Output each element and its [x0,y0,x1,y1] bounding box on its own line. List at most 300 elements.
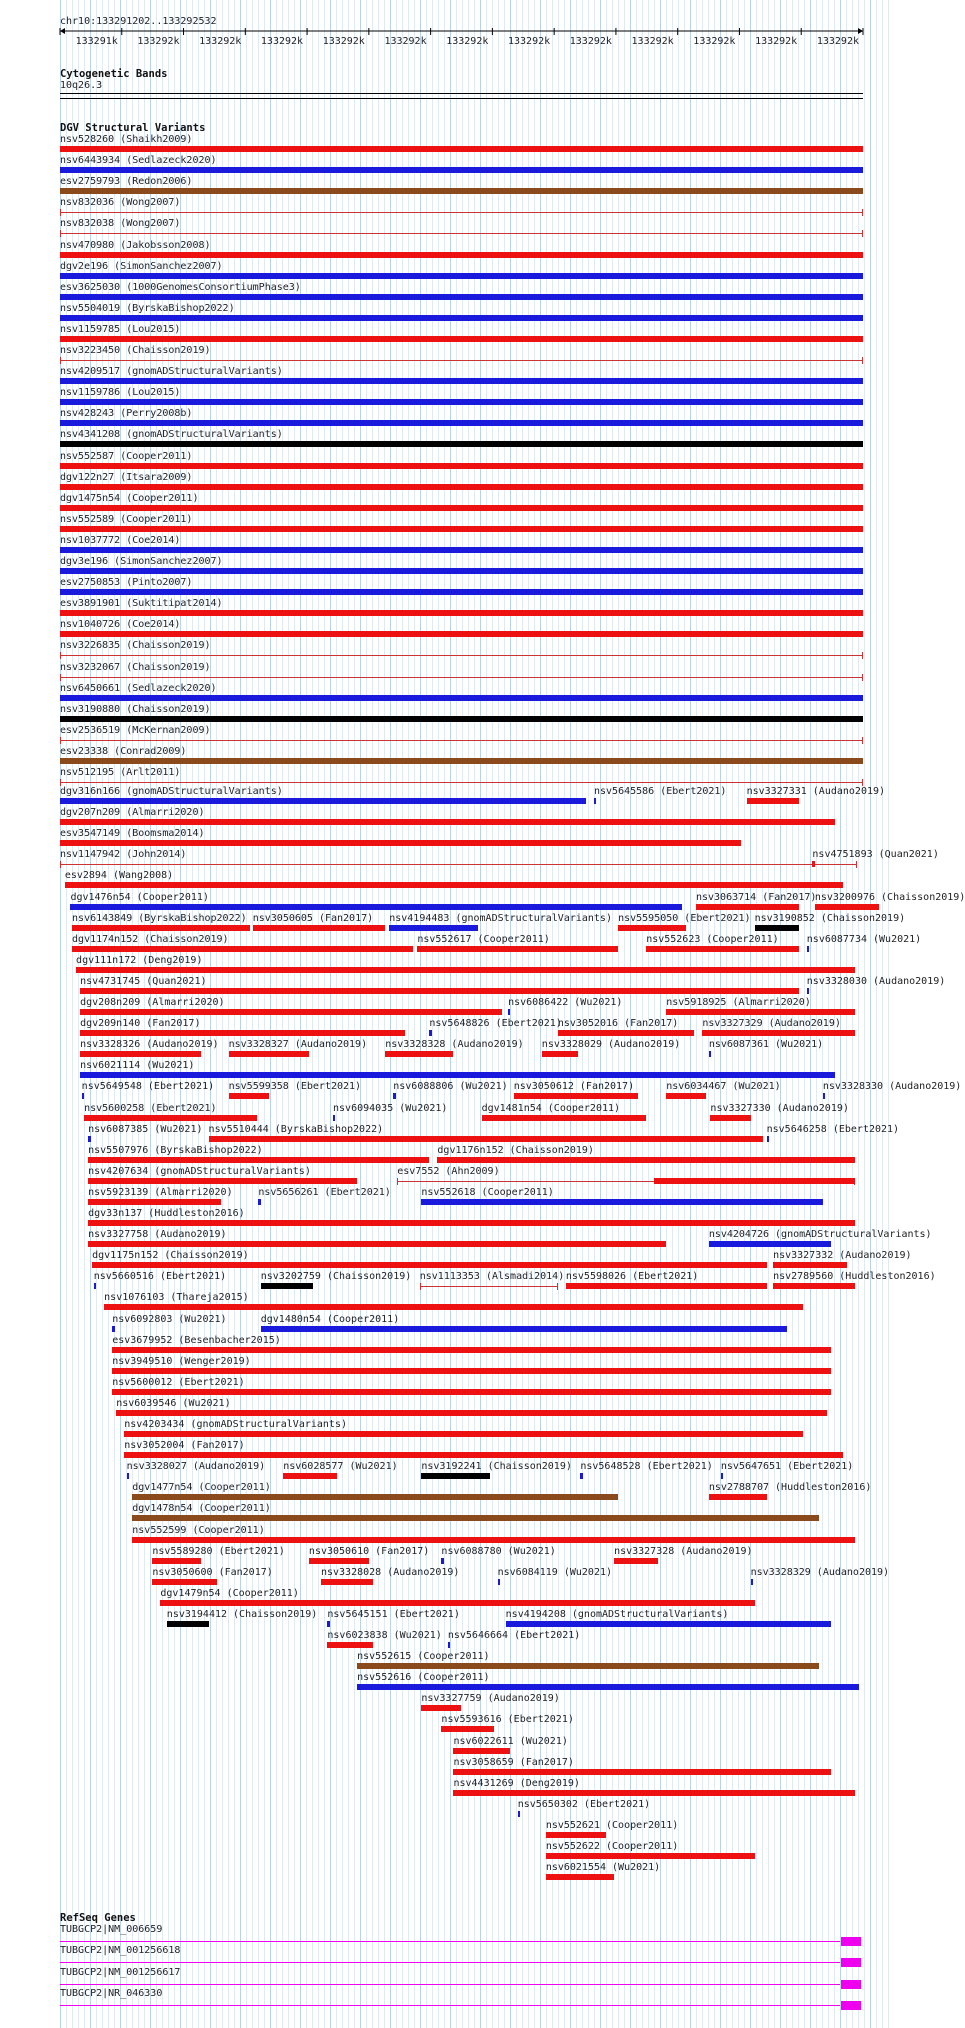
variant-bar[interactable] [453,1769,830,1775]
variant-label[interactable]: dgv1478n54 (Cooper2011) [132,1503,271,1515]
variant-bar[interactable] [709,1494,767,1500]
variant-label[interactable]: nsv5504019 (ByrskaBishop2022) [60,302,235,314]
variant-bar[interactable] [112,1389,831,1395]
variant-label[interactable]: nsv6022611 (Wu2021) [453,1735,568,1747]
variant-label[interactable]: nsv3328029 (Audano2019) [541,1039,681,1051]
variant-label[interactable]: nsv5648826 (Ebert2021) [429,1018,562,1030]
variant-bar[interactable] [80,1072,835,1078]
variant-label[interactable]: nsv5648528 (Ebert2021) [580,1461,713,1473]
variant-bar[interactable] [88,1157,429,1163]
variant-end-tick [60,357,61,364]
variant-bar[interactable] [618,925,686,931]
variant-bar[interactable] [80,1030,405,1036]
variant-label[interactable]: dgv2e196 (SimonSanchez2007) [60,260,223,272]
variant-bar[interactable] [124,1452,843,1458]
variant-label[interactable]: nsv3190880 (Chaisson2019) [60,703,211,715]
variant-label[interactable]: nsv3327329 (Audano2019) [702,1018,841,1030]
variant-label[interactable]: nsv5507976 (ByrskaBishop2022) [88,1144,263,1156]
variant-bar[interactable] [60,188,863,194]
variant-bar[interactable] [60,631,863,637]
variant-bar[interactable] [60,233,863,234]
variant-bar[interactable] [76,967,855,973]
variant-bar[interactable] [546,1853,755,1859]
variant-label[interactable]: dgv207n209 (Almarri2020) [60,807,205,819]
variant-label[interactable]: nsv6039546 (Wu2021) [116,1397,231,1409]
variant-label[interactable]: nsv552623 (Cooper2011) [646,933,779,945]
variant-bar[interactable] [393,1093,395,1099]
variant-end-tick [420,1283,421,1290]
variant-bar[interactable] [60,798,586,804]
gene-exon[interactable] [841,2001,861,2010]
variant-bar[interactable] [92,1262,767,1268]
variant-label[interactable]: esv2894 (Wang2008) [64,870,174,882]
variant-bar[interactable] [60,864,857,865]
variant-label[interactable]: nsv3949510 (Wenger2019) [112,1355,251,1367]
variant-label[interactable]: dgv1176n152 (Chaisson2019) [437,1144,594,1156]
gene-intron-line[interactable] [60,2005,840,2006]
variant-label[interactable]: nsv3052016 (Fan2017) [557,1018,679,1030]
variant-bar[interactable] [696,904,799,910]
variant-bar[interactable] [283,1473,337,1479]
variant-label[interactable]: nsv5646258 (Ebert2021) [766,1123,900,1135]
variant-bar[interactable] [508,1009,510,1015]
variant-bar[interactable] [812,861,814,867]
variant-label[interactable]: nsv3328028 (Audano2019) [320,1566,460,1578]
gene-label[interactable]: TUBGCP2|NM_001256617 [60,1966,181,1978]
variant-label[interactable]: nsv6443934 (Sedlazeck2020) [60,155,217,167]
variant-bar[interactable] [94,1283,96,1289]
variant-bar[interactable] [112,1368,831,1374]
variant-label[interactable]: dgv1480n54 (Cooper2011) [260,1313,400,1325]
variant-label[interactable]: nsv5660516 (Ebert2021) [93,1271,227,1283]
variant-bar[interactable] [773,1283,855,1289]
variant-bar[interactable] [124,1431,803,1437]
variant-label[interactable]: nsv5646664 (Ebert2021) [447,1630,581,1641]
variant-label[interactable]: dgv209n140 (Fan2017) [80,1018,201,1030]
ruler-arrow-left [60,28,65,34]
variant-label[interactable]: nsv3058659 (Fan2017) [453,1756,574,1768]
variant-bar[interactable] [60,399,863,405]
variant-bar[interactable] [80,1009,502,1015]
variant-bar[interactable] [773,1262,847,1268]
variant-bar[interactable] [152,1558,200,1564]
variant-bar[interactable] [80,1051,200,1057]
variant-label[interactable]: nsv3063714 (Fan2017) [695,891,817,903]
variant-bar[interactable] [614,1558,658,1564]
variant-label[interactable]: nsv3327330 (Audano2019) [710,1102,849,1114]
variant-label[interactable]: dgv1476n54 (Cooper2011) [70,891,209,903]
variant-bar[interactable] [482,1115,647,1121]
variant-label[interactable]: nsv5650302 (Ebert2021) [517,1798,651,1810]
variant-label[interactable]: nsv428243 (Perry2008b) [60,408,193,420]
variant-label[interactable]: dgv3e196 (SimonSanchez2007) [60,556,223,567]
variant-bar[interactable] [710,1115,750,1121]
variant-bar[interactable] [666,1009,855,1015]
variant-label[interactable]: nsv3052004 (Fan2017) [124,1440,245,1452]
variant-label[interactable]: dgv33n137 (Huddleston2016) [88,1208,245,1219]
variant-label[interactable]: nsv1040726 (Coe2014) [60,619,181,631]
variant-bar[interactable] [441,1726,493,1732]
variant-label[interactable]: nsv4203434 (gnomADStructuralVariants) [124,1419,347,1430]
variant-bar[interactable] [127,1473,129,1479]
variant-bar[interactable] [807,946,809,952]
variant-label[interactable]: nsv3050600 (Fan2017) [152,1566,273,1578]
variant-bar[interactable] [209,1136,763,1142]
variant-bar[interactable] [60,547,863,553]
variant-bar[interactable] [654,1178,855,1184]
variant-bar[interactable] [80,988,799,994]
variant-bar[interactable] [429,1030,431,1036]
variant-label[interactable]: nsv5647651 (Ebert2021) [720,1461,854,1473]
variant-bar[interactable] [261,1326,787,1332]
gene-exon[interactable] [841,1937,861,1946]
ruler-tick-label: 133291k [75,36,118,47]
variant-bar[interactable] [542,1051,578,1057]
variant-bar[interactable] [112,1347,831,1353]
variant-label[interactable]: esv3625030 (1000GenomesConsortiumPhase3) [60,281,301,293]
variant-label[interactable]: nsv2788707 (Huddleston2016) [708,1482,872,1494]
variant-bar[interactable] [333,1115,335,1121]
variant-label[interactable]: dgv1477n54 (Cooper2011) [132,1482,271,1494]
variant-label[interactable]: esv3679952 (Besenbacher2015) [112,1334,281,1346]
variant-label[interactable]: nsv4751893 (Quan2021) [812,849,939,861]
variant-label[interactable]: nsv3327331 (Audano2019) [746,786,886,797]
variant-label[interactable]: esv23338 (Conrad2009) [60,745,187,757]
variant-bar[interactable] [261,1283,313,1289]
variant-label[interactable]: nsv6450661 (Sedlazeck2020) [60,682,217,694]
variant-label[interactable]: nsv512195 (Arlt2011) [60,767,181,778]
variant-label[interactable]: nsv3232067 (Chaisson2019) [60,661,211,673]
variant-label[interactable]: esv2759793 (Redon2006) [60,176,193,188]
variant-label[interactable]: nsv6143849 (ByrskaBishop2022) [72,912,247,924]
variant-bar[interactable] [60,819,835,825]
gene-intron-line[interactable] [60,1984,840,1985]
variant-label[interactable]: dgv111n172 (Deng2019) [76,954,203,966]
variant-bar[interactable] [116,1410,827,1416]
variant-label[interactable]: nsv6028577 (Wu2021) [283,1461,398,1473]
variant-bar[interactable] [60,212,863,213]
ruler-tick-label: 133292k [569,36,612,47]
variant-bar[interactable] [448,1642,450,1648]
variant-label[interactable]: nsv5918925 (Almarri2020) [666,997,811,1008]
variant-bar[interactable] [357,1684,859,1690]
variant-bar[interactable] [167,1621,209,1627]
variant-label[interactable]: nsv3202759 (Chaisson2019) [260,1271,412,1283]
gene-label[interactable]: TUBGCP2|NM_001256618 [60,1945,181,1957]
variant-label[interactable]: nsv4209517 (gnomADStructuralVariants) [60,366,283,378]
variant-bar[interactable] [253,925,385,931]
variant-label[interactable]: nsv552621 (Cooper2011) [545,1819,679,1831]
variant-bar[interactable] [60,740,863,741]
variant-bar[interactable] [453,1790,855,1796]
variant-bar[interactable] [566,1283,767,1289]
variant-end-tick [862,674,863,681]
variant-bar[interactable] [417,946,618,952]
variant-bar[interactable] [558,1030,695,1036]
variant-label[interactable]: nsv3200976 (Chaisson2019) [814,891,965,903]
variant-label[interactable]: nsv1037772 (Coe2014) [60,534,181,546]
variant-label[interactable]: esv7552 (Ahn2009) [397,1165,500,1177]
variant-bar[interactable] [160,1600,754,1606]
variant-label[interactable]: nsv832038 (Wong2007) [60,218,181,230]
variant-bar[interactable] [60,505,863,511]
variant-label[interactable]: nsv3328326 (Audano2019) [80,1039,219,1051]
variant-bar[interactable] [420,1286,558,1287]
variant-bar[interactable] [132,1537,855,1543]
variant-label[interactable]: nsv4431269 (Deng2019) [453,1777,580,1789]
variant-label[interactable]: nsv552599 (Cooper2011) [132,1524,265,1536]
variant-label[interactable]: nsv3050612 (Fan2017) [513,1081,635,1093]
variant-bar[interactable] [60,463,863,469]
variant-bar[interactable] [60,378,863,384]
variant-bar[interactable] [88,1136,90,1142]
variant-label[interactable]: nsv3192241 (Chaisson2019) [421,1461,572,1473]
variant-bar[interactable] [815,904,879,910]
variant-label[interactable]: nsv3327332 (Audano2019) [773,1250,912,1262]
variant-label[interactable]: esv3547149 (Boomsma2014) [60,828,205,840]
variant-label[interactable]: nsv4731745 (Quan2021) [80,975,207,987]
variant-bar[interactable] [72,946,413,952]
variant-bar[interactable] [60,273,863,279]
variant-label[interactable]: nsv5510444 (ByrskaBishop2022) [208,1123,384,1135]
variant-label[interactable]: nsv5645586 (Ebert2021) [593,786,727,797]
variant-bar[interactable] [60,655,863,656]
variant-label[interactable]: nsv3194412 (Chaisson2019) [166,1608,318,1620]
variant-label[interactable]: nsv4207634 (gnomADStructuralVariants) [88,1165,311,1177]
gene-exon[interactable] [841,1958,861,1967]
variant-bar[interactable] [60,336,863,342]
variant-label[interactable]: nsv6088780 (Wu2021) [441,1545,556,1557]
variant-label[interactable]: nsv6094035 (Wu2021) [333,1102,448,1114]
variant-label[interactable]: esv2750853 (Pinto2007) [60,577,193,589]
variant-label[interactable]: nsv6088806 (Wu2021) [393,1081,508,1093]
variant-bar[interactable] [104,1304,803,1310]
variant-bar[interactable] [60,840,741,846]
variant-bar[interactable] [60,167,863,173]
variant-bar[interactable] [72,925,250,931]
variant-bar[interactable] [88,1241,666,1247]
variant-label[interactable]: nsv832036 (Wong2007) [60,197,181,209]
variant-bar[interactable] [709,1051,711,1057]
gene-exon[interactable] [841,1980,861,1989]
variant-label[interactable]: nsv4194483 (gnomADStructuralVariants) [389,912,612,924]
variant-bar[interactable] [60,695,863,701]
variant-label[interactable]: nsv3328330 (Audano2019) [822,1081,962,1093]
cytoband-label: 10q26.3 [60,80,103,91]
variant-bar[interactable] [702,1030,855,1036]
variant-bar[interactable] [60,252,863,258]
variant-bar[interactable] [132,1494,618,1500]
variant-bar[interactable] [421,1199,823,1205]
variant-bar[interactable] [88,1178,357,1184]
variant-bar[interactable] [88,1220,855,1226]
variant-label[interactable]: nsv3328328 (Audano2019) [385,1039,524,1051]
variant-bar[interactable] [441,1558,443,1564]
variant-label[interactable]: nsv3190852 (Chaisson2019) [754,912,906,924]
variant-bar[interactable] [229,1093,269,1099]
variant-label[interactable]: nsv552622 (Cooper2011) [545,1841,679,1852]
variant-label[interactable]: nsv1159785 (Lou2015) [60,323,181,335]
variant-bar[interactable] [84,1115,257,1121]
variant-bar[interactable] [327,1621,329,1627]
variant-label[interactable]: nsv6092803 (Wu2021) [112,1313,227,1325]
variant-bar[interactable] [389,925,477,931]
variant-bar[interactable] [546,1874,614,1880]
variant-bar[interactable] [327,1642,373,1648]
variant-bar[interactable] [594,798,596,804]
variant-label[interactable]: nsv5589280 (Ebert2021) [152,1545,285,1557]
variant-bar[interactable] [421,1705,461,1711]
variant-label[interactable]: nsv552587 (Cooper2011) [60,450,193,462]
variant-label[interactable]: nsv552616 (Cooper2011) [357,1672,490,1684]
variant-label[interactable]: nsv528260 (Shaikh2009) [60,134,193,145]
variant-label[interactable]: nsv3328329 (Audano2019) [750,1566,890,1578]
variant-bar[interactable] [807,988,809,994]
variant-label[interactable]: nsv6086422 (Wu2021) [508,997,623,1008]
variant-bar[interactable] [60,568,863,574]
variant-bar[interactable] [112,1326,114,1332]
gene-intron-line[interactable] [60,1962,840,1963]
variant-label[interactable]: nsv1147942 (John2014) [60,849,187,861]
variant-bar[interactable] [437,1157,855,1163]
variant-label[interactable]: nsv4341208 (gnomADStructuralVariants) [60,429,283,441]
variant-bar[interactable] [152,1579,216,1585]
ruler-arrow-right [858,28,863,34]
variant-label[interactable]: nsv6021114 (Wu2021) [80,1060,195,1072]
variant-bar[interactable] [721,1473,723,1479]
variant-bar[interactable] [546,1832,606,1838]
variant-label[interactable]: nsv4204726 (gnomADStructuralVariants) [708,1229,932,1241]
variant-bar[interactable] [60,610,863,616]
variant-bar[interactable] [88,1199,220,1205]
variant-bar[interactable] [60,315,863,321]
gene-label[interactable]: TUBGCP2|NM_006659 [60,1924,163,1935]
variant-bar[interactable] [132,1515,819,1521]
variant-bar[interactable] [514,1093,638,1099]
variant-bar[interactable] [82,1093,84,1099]
variant-bar[interactable] [421,1473,489,1479]
variant-label[interactable]: nsv3327759 (Audano2019) [421,1693,560,1705]
variant-bar[interactable] [709,1241,831,1247]
variant-bar[interactable] [60,677,863,678]
variant-label[interactable]: dgv1479n54 (Cooper2011) [160,1587,299,1599]
variant-bar[interactable] [60,758,863,764]
variant-label[interactable]: nsv6023838 (Wu2021) [327,1630,442,1641]
variant-bar[interactable] [823,1093,825,1099]
variant-bar[interactable] [747,798,799,804]
variant-label[interactable]: dgv316n166 (gnomADStructuralVariants) [60,786,283,797]
variant-label[interactable]: nsv6087734 (Wu2021) [806,933,922,945]
variant-bar[interactable] [309,1558,369,1564]
variant-label[interactable]: nsv552618 (Cooper2011) [421,1186,554,1198]
variant-label[interactable]: nsv3226835 (Chaisson2019) [60,640,211,652]
variant-label[interactable]: nsv552617 (Cooper2011) [417,933,550,945]
variant-bar[interactable] [646,946,799,952]
gene-label[interactable]: TUBGCP2|NR_046330 [60,1987,163,1999]
variant-bar[interactable] [767,1136,769,1142]
variant-label[interactable]: dgv1174n152 (Chaisson2019) [72,933,229,945]
variant-label[interactable]: esv3891901 (Suktitipat2014) [60,598,223,610]
variant-bar[interactable] [518,1811,520,1817]
variant-label[interactable]: nsv3050605 (Fan2017) [252,912,374,924]
variant-label[interactable]: nsv5593616 (Ebert2021) [441,1714,574,1726]
variant-bar[interactable] [321,1579,373,1585]
variant-label[interactable]: nsv3327758 (Audano2019) [88,1229,227,1241]
variant-bar[interactable] [60,716,863,722]
variant-label[interactable]: nsv1113353 (Alsmadi2014) [419,1271,565,1283]
variant-bar[interactable] [357,1663,819,1669]
variant-label[interactable]: nsv6087361 (Wu2021) [708,1039,824,1051]
variant-label[interactable]: nsv5598026 (Ebert2021) [565,1271,699,1283]
variant-bar[interactable] [385,1051,453,1057]
gene-intron-line[interactable] [60,1941,840,1942]
variant-label[interactable]: nsv6084119 (Wu2021) [497,1566,613,1578]
variant-bar[interactable] [60,360,863,361]
variant-label[interactable]: dgv1175n152 (Chaisson2019) [92,1250,249,1262]
variant-bar[interactable] [60,420,863,426]
variant-label[interactable]: nsv3327328 (Audano2019) [614,1545,753,1557]
variant-label[interactable]: nsv5645151 (Ebert2021) [327,1608,460,1620]
variant-bar[interactable] [60,526,863,532]
variant-label[interactable]: nsv5599358 (Ebert2021) [228,1081,362,1093]
variant-label[interactable]: nsv5649548 (Ebert2021) [81,1081,215,1093]
variant-bar[interactable] [258,1199,260,1205]
variant-label[interactable]: nsv6087385 (Wu2021) [88,1123,203,1135]
variant-label[interactable]: nsv470980 (Jakobsson2008) [60,239,211,251]
variant-bar[interactable] [70,904,682,910]
variant-bar[interactable] [60,441,863,447]
variant-label[interactable]: dgv1475n54 (Cooper2011) [60,492,199,504]
variant-label[interactable]: nsv4194208 (gnomADStructuralVariants) [505,1608,729,1620]
variant-bar[interactable] [65,882,843,888]
variant-bar[interactable] [498,1579,500,1585]
variant-label[interactable]: nsv3050610 (Fan2017) [308,1545,430,1557]
variant-label[interactable]: nsv5923139 (Almarri2020) [88,1186,233,1198]
variant-label[interactable]: nsv5600012 (Ebert2021) [112,1376,245,1388]
variant-label[interactable]: nsv2789560 (Huddleston2016) [773,1271,936,1283]
variant-label[interactable]: nsv3328027 (Audano2019) [126,1461,266,1473]
variant-label[interactable]: nsv5600258 (Ebert2021) [84,1102,217,1114]
variant-bar[interactable] [60,484,863,490]
variant-label[interactable]: nsv1076103 (Thareja2015) [104,1292,249,1304]
variant-bar[interactable] [751,1579,753,1585]
variant-label[interactable]: nsv3223450 (Chaisson2019) [60,345,211,356]
variant-label[interactable]: nsv5656261 (Ebert2021) [258,1186,391,1198]
variant-bar[interactable] [506,1621,831,1627]
variant-label[interactable]: dgv1481n54 (Cooper2011) [481,1102,621,1114]
variant-bar[interactable] [60,589,863,595]
variant-bar[interactable] [60,146,863,152]
variant-label[interactable]: nsv3328327 (Audano2019) [228,1039,368,1051]
variant-label[interactable]: nsv6034467 (Wu2021) [666,1081,781,1093]
variant-bar[interactable] [60,294,863,300]
variant-label[interactable]: dgv122n27 (Itsara2009) [60,471,193,483]
variant-label[interactable]: nsv3328030 (Audano2019) [806,975,946,987]
variant-label[interactable]: nsv1159786 (Lou2015) [60,387,181,399]
variant-bar[interactable] [229,1051,309,1057]
variant-label[interactable]: nsv552615 (Cooper2011) [357,1651,490,1663]
variant-label[interactable]: nsv552589 (Cooper2011) [60,513,193,525]
variant-label[interactable]: esv2536519 (McKernan2009) [60,724,211,736]
variant-bar[interactable] [60,782,863,783]
variant-label[interactable]: nsv5595050 (Ebert2021) [618,912,751,924]
variant-bar[interactable] [755,925,799,931]
variant-bar[interactable] [666,1093,706,1099]
variant-label[interactable]: nsv6021554 (Wu2021) [545,1862,661,1874]
variant-bar[interactable] [580,1473,582,1479]
variant-bar[interactable] [453,1748,509,1754]
variant-label[interactable]: dgv208n209 (Almarri2020) [80,997,225,1008]
